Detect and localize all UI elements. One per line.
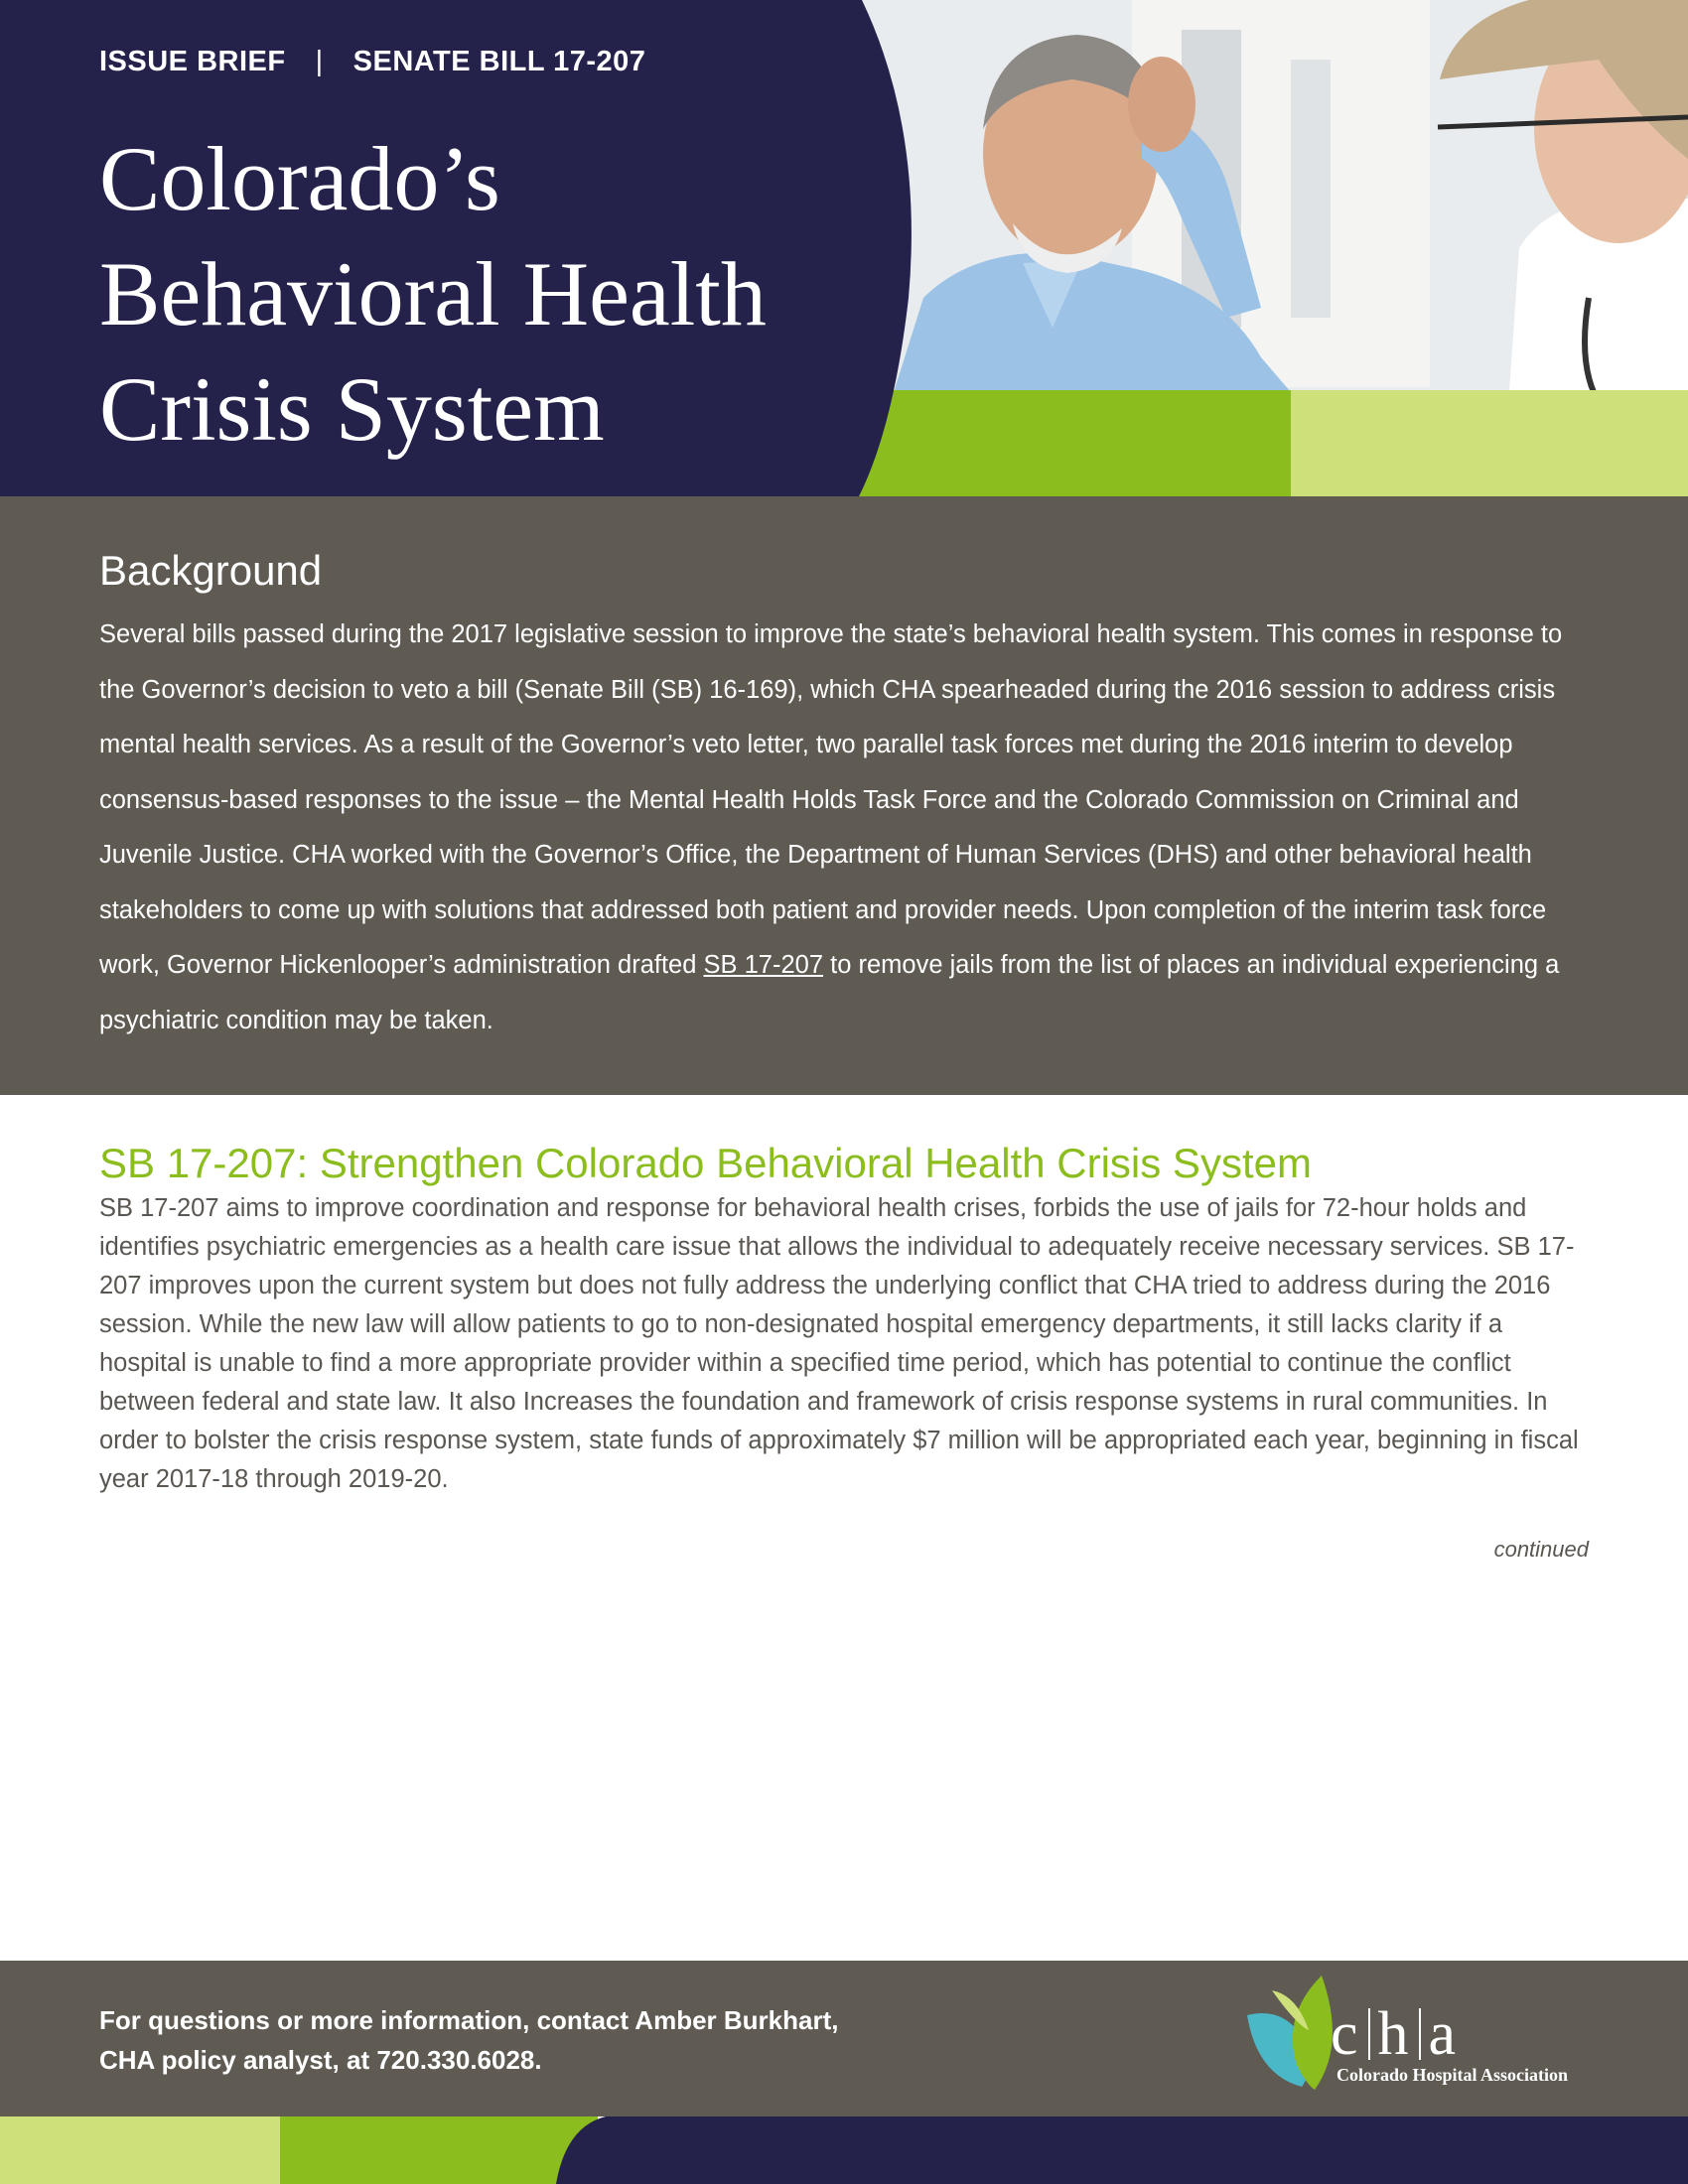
logo-letter-c: c — [1331, 2000, 1360, 2068]
footer-contact — [99, 2000, 993, 2080]
cha-wordmark — [1331, 2000, 1459, 2068]
title-line: Behavioral Health — [99, 243, 767, 344]
page-title — [99, 121, 894, 467]
bottom-color-strip — [0, 2116, 1688, 2184]
sb-section-paragraph: SB 17-207 aims to improve coordination and response for behavioral health crises, forbids the use of jails for 72-hour holds and identifies psychiatric emergencies as a health care issue that allows the individual to adequately receive necessary services. SB 17-207 improves upon the current system but does not fully address the underlying conflict that CHA tried to address during the 2016 session. While the new law will allow patients to go to non-designated hospital emergency departments, it still lacks clarity if a hospital is unable to find a more appropriate provider within a specified time period, which has potential to continue the conflict between federal and state law. It also Increases the foundation and framework of crisis response systems in rural communities. In order to bolster the crisis response system, state funds of approximately $7 million will be appropriated each year, beginning in fiscal year 2017-18 through 2019-20. — [99, 1194, 1579, 1493]
logo-letter-h: h — [1377, 2000, 1411, 2068]
header-banner — [0, 0, 1688, 496]
logo-divider — [1419, 2008, 1421, 2060]
continued-note: continued — [1493, 1537, 1589, 1562]
kicker-separator: | — [315, 46, 324, 77]
sb-section-heading: SB 17-207: Strengthen Colorado Behavioral Health Crisis System — [99, 1140, 1312, 1186]
logo-divider — [1368, 2008, 1370, 2060]
contact-line: CHA policy analyst, at 720.330.6028. — [99, 2045, 542, 2075]
sb-17-207-link[interactable]: SB 17-207 — [703, 951, 824, 979]
background-heading: Background — [99, 547, 323, 594]
logo-letter-a: a — [1428, 2000, 1459, 2068]
kicker-issue-brief: ISSUE BRIEF — [99, 46, 286, 77]
background-text: Several bills passed during the 2017 legislative session to improve the state’s behavioral health system. This comes in response to the Governor’s decision to veto a bill (Senate Bill (SB) 16-169), which CHA spearheaded during the 2016 session to address crisis mental health services. As a result of the Governor’s veto letter, two parallel task forces met during the 2016 interim to develop consensus-based responses to the issue – the Mental Health Holds Task Force and the Colorado Commission on Criminal and Juvenile Justice. CHA worked with the Governor’s Office, the Department of Human Services (DHS) and other behavioral health stakeholders to come up with solutions that addressed both patient and provider needs. Upon completion of the interim task force work, Governor Hickenlooper’s administration drafted — [99, 620, 1563, 979]
kicker-bill-number: SENATE BILL 17-207 — [352, 46, 646, 77]
title-line: Colorado’s — [99, 128, 500, 229]
background-text-end: to remove jails from the list of places an individual experiencing a psychiatric condition may be taken. — [99, 951, 1560, 1034]
issue-brief-kicker — [99, 46, 645, 78]
organization-name: Colorado Hospital Association — [1336, 2065, 1569, 2085]
title-line: Crisis System — [99, 358, 605, 460]
background-paragraph — [99, 608, 1589, 1048]
contact-line: For questions or more information, contact Amber Burkhart, — [99, 2005, 839, 2035]
